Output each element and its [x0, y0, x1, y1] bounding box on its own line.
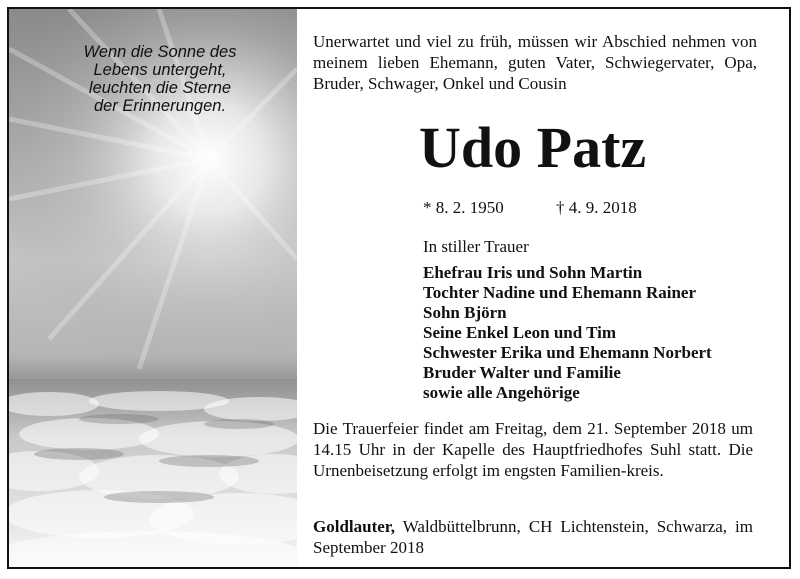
- family-member: Ehefrau Iris und Sohn Martin: [423, 263, 643, 282]
- family-list: [423, 263, 712, 403]
- funeral-details: Die Trauerfeier findet am Freitag, dem 21. September 2018 um 14.15 Uhr in der Kapelle des Hauptfriedhofes Suhl statt. Die Urnenbeisetzung erfolgt im engsten Familien-kreis.: [313, 419, 753, 480]
- quote-line: der Erinnerungen.: [93, 97, 227, 115]
- obituary-frame: [7, 7, 791, 569]
- birth-date: * 8. 2. 1950: [423, 198, 504, 217]
- quote-line: Wenn die Sonne des: [83, 43, 237, 61]
- quote-line: leuchten die Sterne: [88, 79, 232, 97]
- memorial-quote: [51, 43, 269, 115]
- family-member: Tochter Nadine und Ehemann Rainer: [423, 283, 696, 302]
- family-member: sowie alle Angehörige: [423, 383, 580, 402]
- place-rest: Waldbüttelbrunn, CH Lichtenstein, Schwarza, im September 2018: [313, 517, 753, 557]
- death-date: † 4. 9. 2018: [556, 198, 637, 217]
- family-member: Schwester Erika und Ehemann Norbert: [423, 343, 712, 362]
- family-member: Sohn Björn: [423, 303, 507, 322]
- life-dates: [423, 197, 637, 218]
- sky-clouds-image: [9, 9, 297, 567]
- intro-paragraph: Unerwartet und viel zu früh, müssen wir Abschied nehmen von meinem lieben Ehemann, guten Vater, Schwiegervater, Opa, Bruder, Schwager, Onkel und Cousin: [313, 32, 757, 93]
- family-member: Seine Enkel Leon und Tim: [423, 323, 617, 342]
- deceased-name: Udo Patz: [419, 115, 647, 180]
- quote-line: Lebens untergeht,: [93, 61, 227, 79]
- place-and-date: [313, 516, 753, 558]
- mourning-line: In stiller Trauer: [423, 237, 529, 256]
- family-member: Bruder Walter und Familie: [423, 363, 621, 382]
- place-town: Goldlauter,: [313, 517, 396, 536]
